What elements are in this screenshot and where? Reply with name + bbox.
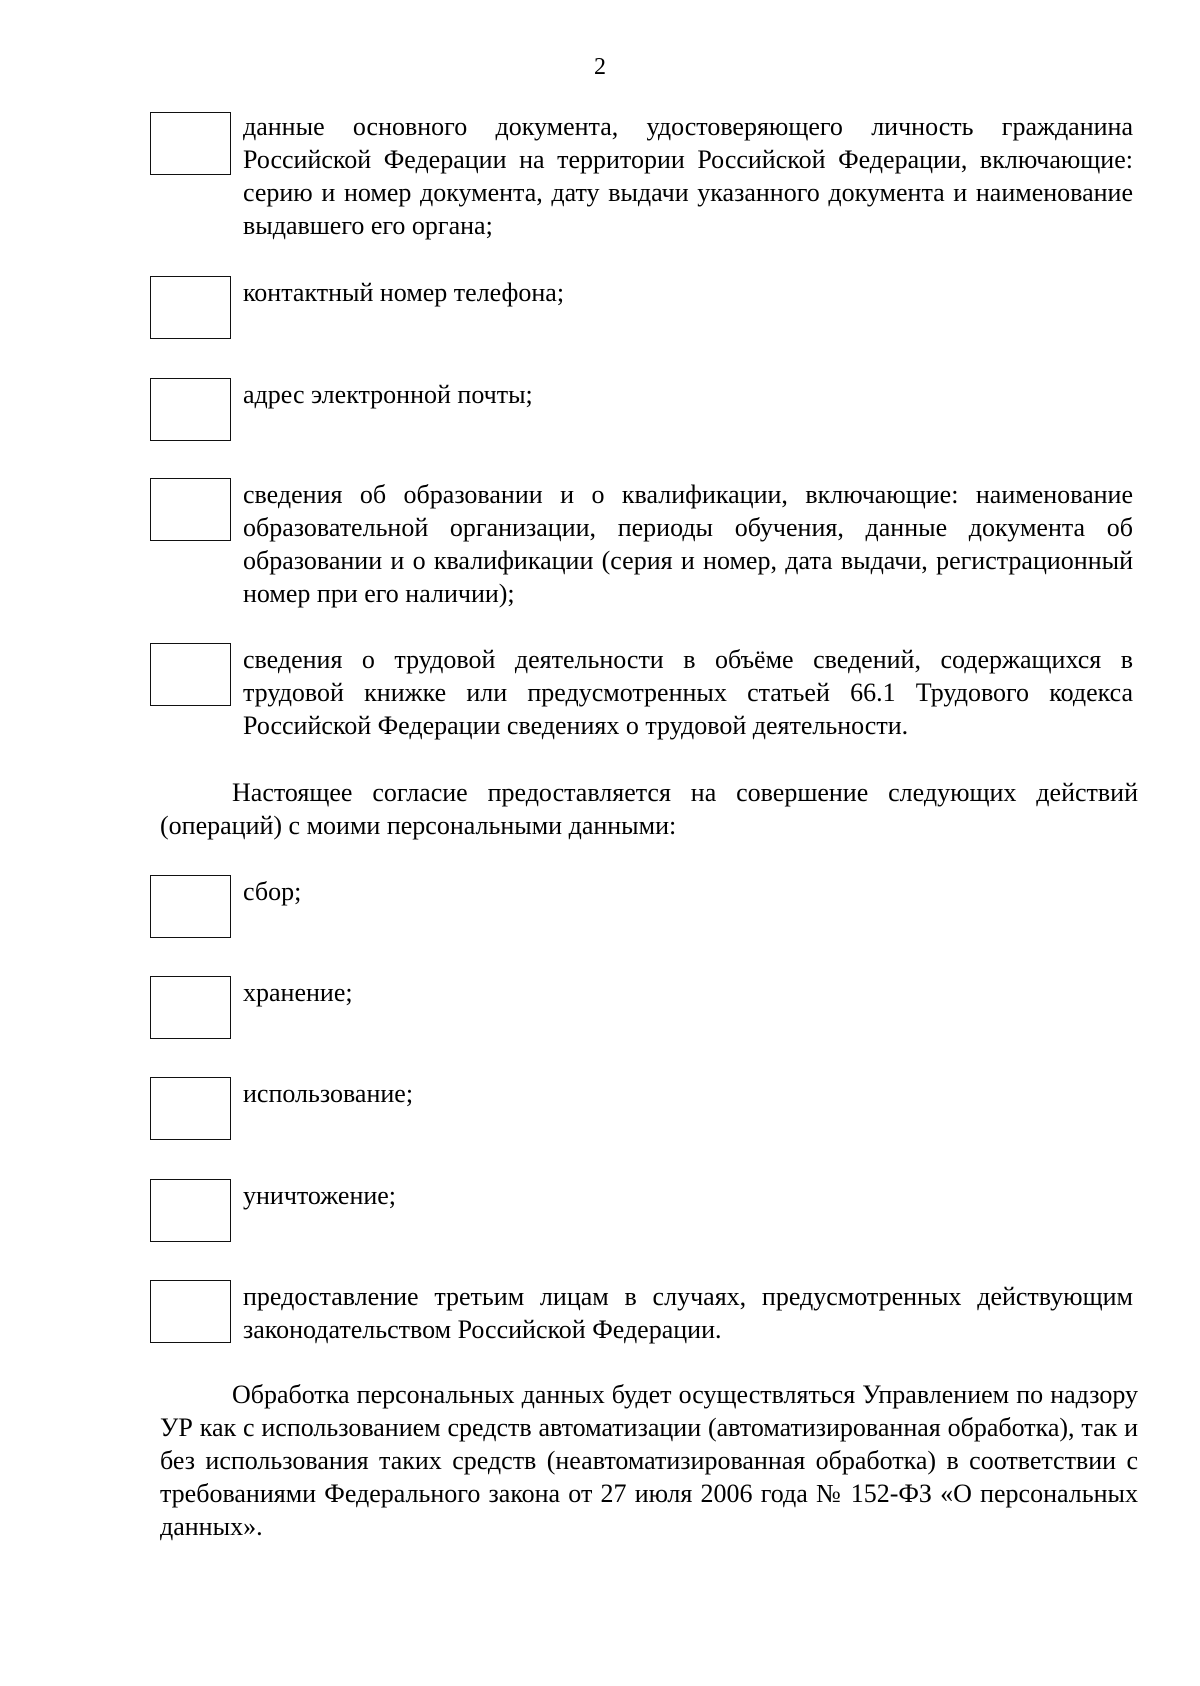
processing-paragraph: Обработка персональных данных будет осуществляться Управлением по надзору УР как с использованием средств автоматизации (автоматизированная обработка), так и без использования таких средств (неавтоматизированная обработка) в соответствии с требованиями Федерального закона от 27 июля 2006 года № 152-ФЗ «О персональных данных». xyxy=(160,1380,1138,1541)
item-label: уничтожение; xyxy=(243,1181,397,1210)
item-label: адрес электронной почты; xyxy=(243,380,533,409)
page-number: 2 xyxy=(594,54,606,80)
checkbox-third-parties[interactable] xyxy=(150,1280,231,1343)
actions-intro: Настоящее согласие предоставляется на совершение следующих действий (операций) с моими персональными данными: xyxy=(160,778,1138,840)
checkbox-usage[interactable] xyxy=(150,1077,231,1140)
item-label: предоставление третьим лицам в случаях, предусмотренных действующим законодательством Российской Федерации. xyxy=(243,1282,1133,1344)
item-label: хранение; xyxy=(243,978,353,1007)
item-label: сбор; xyxy=(243,877,302,906)
checkbox-email[interactable] xyxy=(150,378,231,441)
item-label: сведения о трудовой деятельности в объёме сведений, содержащихся в трудовой книжке или предусмотренных статьей 66.1 Трудового кодекса Российской Федерации сведениях о трудовой деятельности. xyxy=(243,645,1133,740)
item-label: данные основного документа, удостоверяющего личность гражданина Российской Федерации на территории Российской Федерации, включающие: серию и номер документа, дату выдачи указанного документа и наименование выдавшего его органа; xyxy=(243,112,1133,240)
item-label: сведения об образовании и о квалификации, включающие: наименование образовательной организации, периоды обучения, данные документа об образовании и о квалификации (серия и номер, дата выдачи, регистрационный номер при его наличии); xyxy=(243,480,1133,608)
item-label: контактный номер телефона; xyxy=(243,278,565,307)
checkbox-phone[interactable] xyxy=(150,276,231,339)
item-label: использование; xyxy=(243,1079,414,1108)
checkbox-storage[interactable] xyxy=(150,976,231,1039)
checkbox-destruction[interactable] xyxy=(150,1179,231,1242)
checkbox-collection[interactable] xyxy=(150,875,231,938)
checkbox-passport[interactable] xyxy=(150,112,231,175)
checkbox-employment[interactable] xyxy=(150,643,231,706)
checkbox-education[interactable] xyxy=(150,478,231,541)
